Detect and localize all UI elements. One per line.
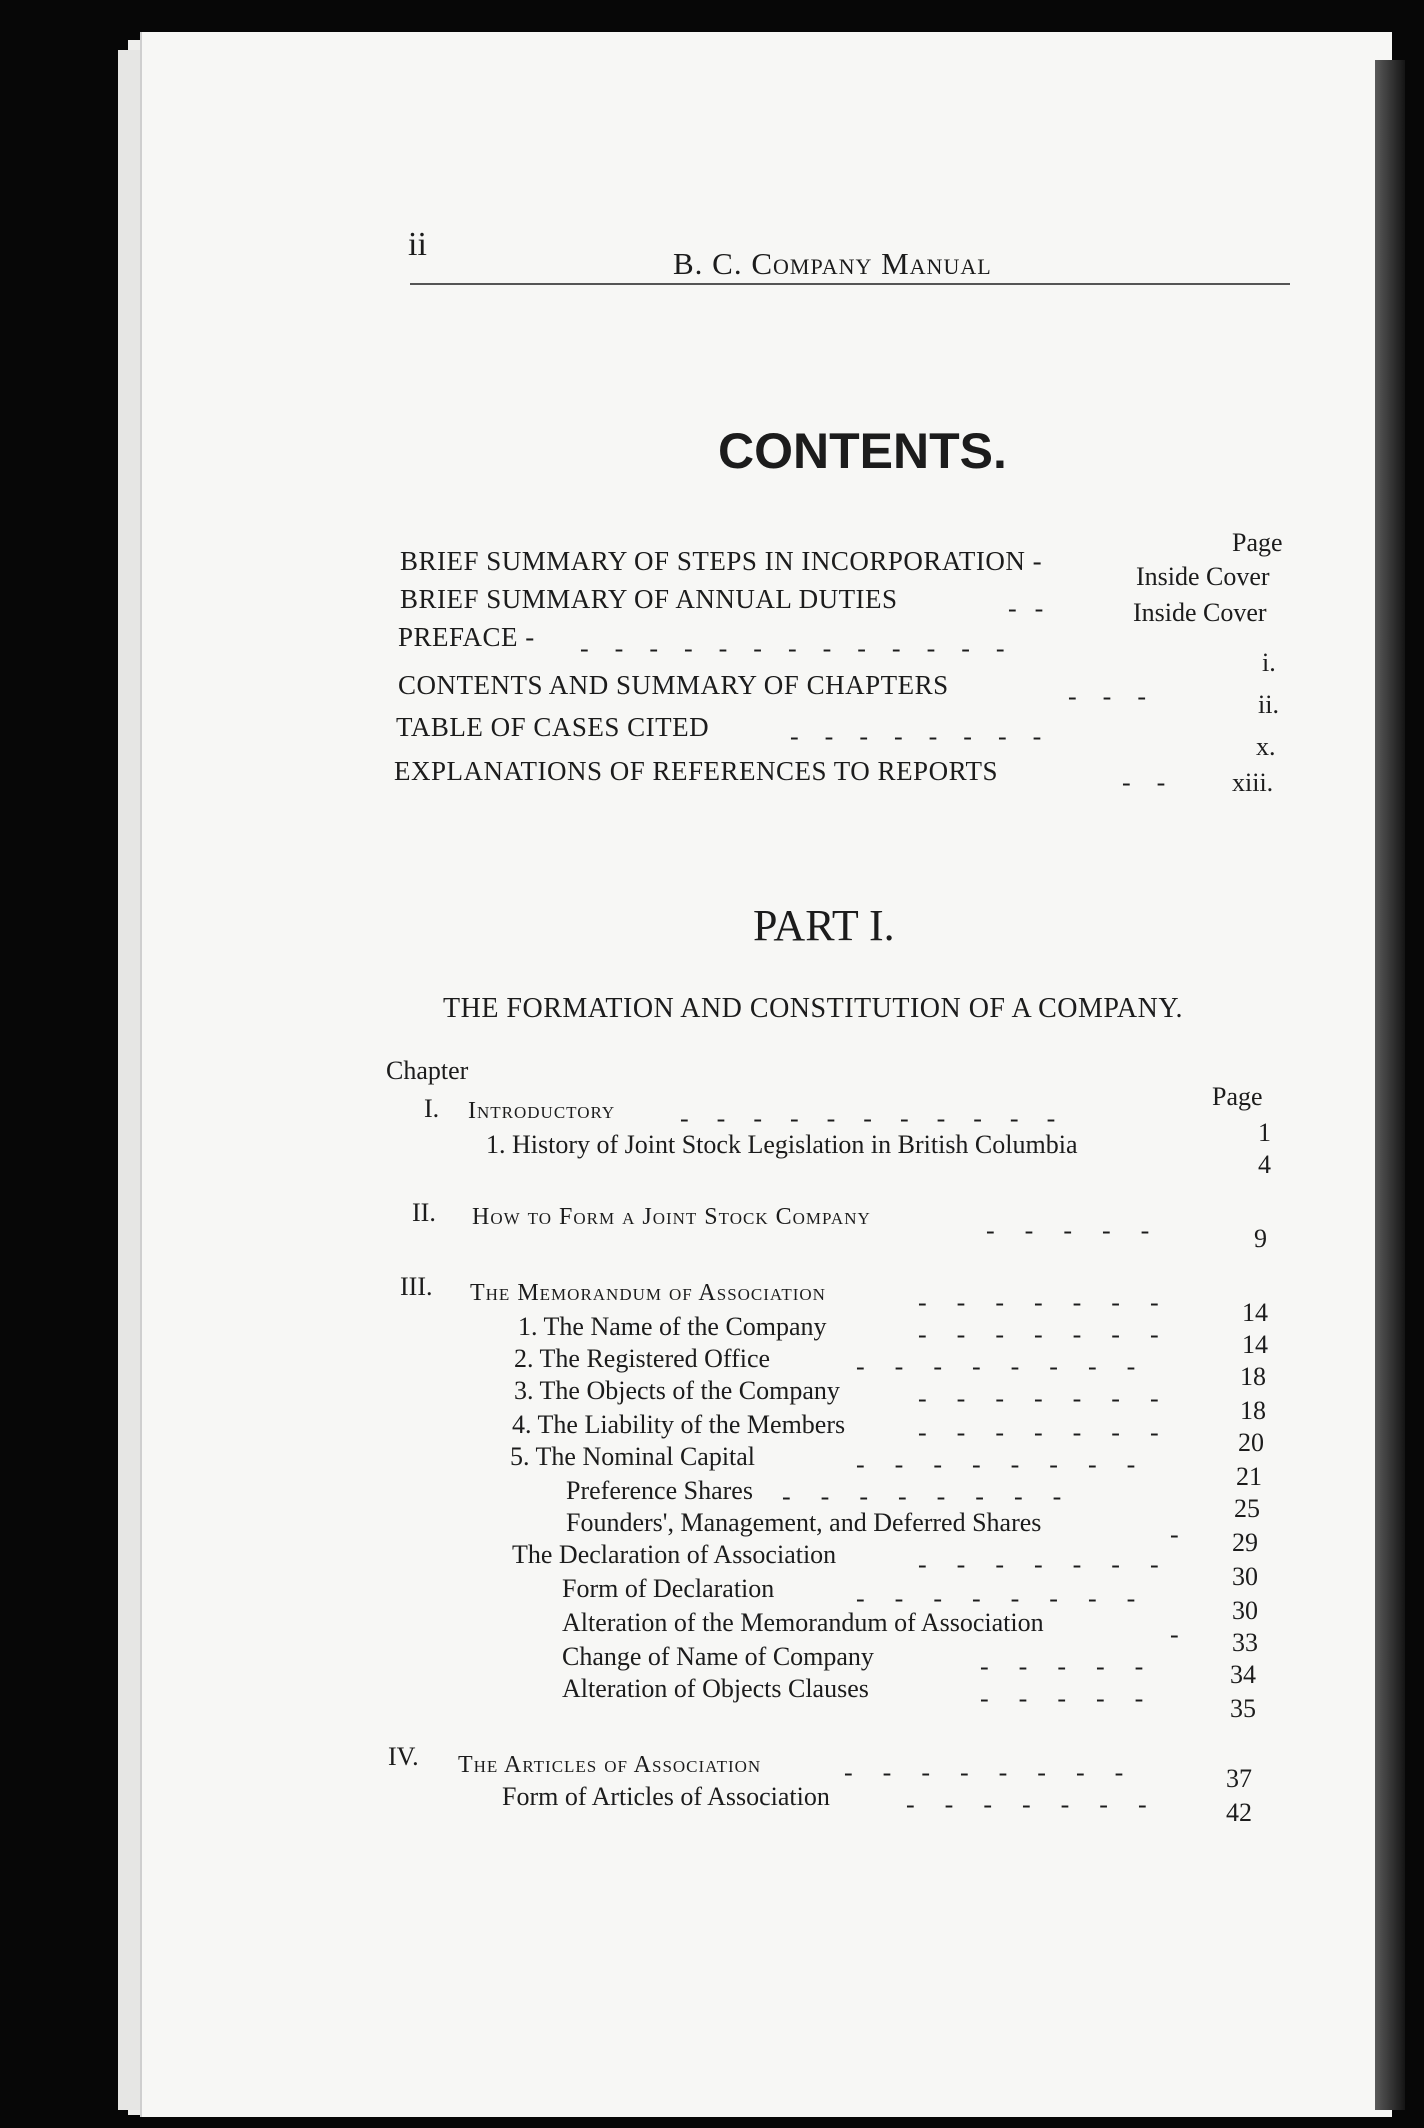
chapter-title-3: The Memorandum of Association — [470, 1280, 826, 1306]
page-1: 1 — [1258, 1118, 1271, 1147]
binding-shadow — [1375, 60, 1405, 2110]
entry-title-14: Alteration of the Memorandum of Association — [562, 1608, 1044, 1637]
leader-dots: -------- — [844, 1758, 1154, 1787]
entry-title-15: Change of Name of Company — [562, 1642, 874, 1671]
fm-page-5: x. — [1256, 732, 1276, 761]
entry-title-13: Form of Declaration — [562, 1574, 775, 1603]
fm-page-6: xiii. — [1232, 768, 1274, 797]
fm-title-5: TABLE OF CASES CITED — [396, 712, 710, 742]
entry-title-11: Founders', Management, and Deferred Shares — [566, 1508, 1042, 1537]
chapter-title-2: How to Form a Joint Stock Company — [472, 1204, 871, 1230]
page-13: 30 — [1232, 1596, 1258, 1625]
leader-dots: ----------- — [680, 1104, 1084, 1133]
contents-title: CONTENTS. — [718, 423, 1007, 479]
fm-page-4: ii. — [1258, 690, 1279, 719]
page-7: 18 — [1240, 1396, 1266, 1425]
page-8: 20 — [1238, 1428, 1264, 1457]
part-title: PART I. — [753, 901, 895, 950]
leader-dots: --- — [1068, 682, 1172, 711]
header-rule — [410, 283, 1290, 285]
page-3: 9 — [1254, 1224, 1267, 1253]
entry-title-6: 2. The Registered Office — [514, 1344, 771, 1373]
page-10: 25 — [1234, 1494, 1260, 1523]
leader-dots: - — [1170, 1520, 1197, 1549]
part-page-header: Page — [1212, 1082, 1263, 1111]
chapter-title-4: The Articles of Association — [458, 1752, 762, 1778]
leader-dots: ----- — [980, 1652, 1174, 1681]
page-14: 33 — [1232, 1628, 1258, 1657]
chapter-num-4: IV. — [388, 1742, 419, 1771]
leader-dots: ------- — [906, 1790, 1177, 1819]
chapter-header: Chapter — [386, 1056, 469, 1085]
page-2: 4 — [1258, 1150, 1271, 1179]
page-4: 14 — [1242, 1298, 1268, 1327]
entry-title-18: Form of Articles of Association — [502, 1782, 830, 1811]
entry-title-5: 1. The Name of the Company — [518, 1312, 827, 1341]
leader-dots: ------- — [918, 1418, 1189, 1447]
entry-title-9: 5. The Nominal Capital — [510, 1442, 756, 1471]
leader-dots: -------- — [856, 1450, 1166, 1479]
entry-title-8: 4. The Liability of the Members — [512, 1410, 846, 1439]
chapter-num-1: I. — [424, 1094, 440, 1123]
page-5: 14 — [1242, 1330, 1268, 1359]
chapter-num-3: III. — [400, 1272, 433, 1301]
entry-title-7: 3. The Objects of the Company — [514, 1376, 840, 1405]
chapter-num-2: II. — [412, 1198, 436, 1227]
leader-dots: ----- — [980, 1684, 1174, 1713]
leader-dots: -- — [1122, 768, 1192, 797]
fm-title-2: BRIEF SUMMARY OF ANNUAL DUTIES — [400, 584, 898, 614]
leader-dots: -------- — [856, 1584, 1166, 1613]
page-17: 37 — [1226, 1764, 1252, 1793]
entry-title-10: Preference Shares — [566, 1476, 753, 1505]
leader-dots: ------- — [918, 1288, 1189, 1317]
fm-title-4: CONTENTS AND SUMMARY OF CHAPTERS — [398, 670, 949, 700]
leader-dots: ------- — [918, 1384, 1189, 1413]
page-12: 30 — [1232, 1562, 1258, 1591]
chapter-title-1: Introductory — [468, 1098, 616, 1124]
running-page-number: ii — [408, 226, 427, 263]
fm-title-6: EXPLANATIONS OF REFERENCES TO REPORTS — [394, 756, 998, 786]
leader-dots: ------- — [918, 1320, 1189, 1349]
page-11: 29 — [1232, 1528, 1258, 1557]
leader-dots: -------- — [856, 1352, 1166, 1381]
fm-page-3: i. — [1262, 648, 1276, 677]
leader-dots: -------- — [790, 722, 1068, 751]
leader-dots: ------- — [918, 1550, 1189, 1579]
fm-page-2: Inside Cover — [1133, 598, 1267, 627]
page-9: 21 — [1236, 1462, 1262, 1491]
page-6: 18 — [1240, 1362, 1266, 1391]
entry-title-16: Alteration of Objects Clauses — [562, 1674, 869, 1703]
leader-dots: -- — [1008, 594, 1062, 623]
leader-dots: ----- — [986, 1216, 1180, 1245]
fm-page-1: Inside Cover — [1136, 562, 1270, 591]
front-matter-page-header: Page — [1232, 528, 1283, 557]
leader-dots: ------------- — [580, 634, 1031, 663]
page-18: 42 — [1226, 1798, 1252, 1827]
running-header-title: B. C. Company Manual — [673, 246, 992, 281]
page-16: 35 — [1230, 1694, 1256, 1723]
leader-dots: -------- — [782, 1482, 1092, 1511]
entry-title-2: 1. History of Joint Stock Legislation in British Columbia — [486, 1130, 1078, 1159]
leader-dots: - — [1170, 1620, 1197, 1649]
entry-title-12: The Declaration of Association — [512, 1540, 837, 1569]
part-subtitle: THE FORMATION AND CONSTITUTION OF A COMPANY. — [443, 993, 1183, 1024]
page-15: 34 — [1230, 1660, 1256, 1689]
fm-title-3: PREFACE - — [398, 622, 535, 652]
fm-title-1: BRIEF SUMMARY OF STEPS IN INCORPORATION - — [400, 546, 1043, 576]
